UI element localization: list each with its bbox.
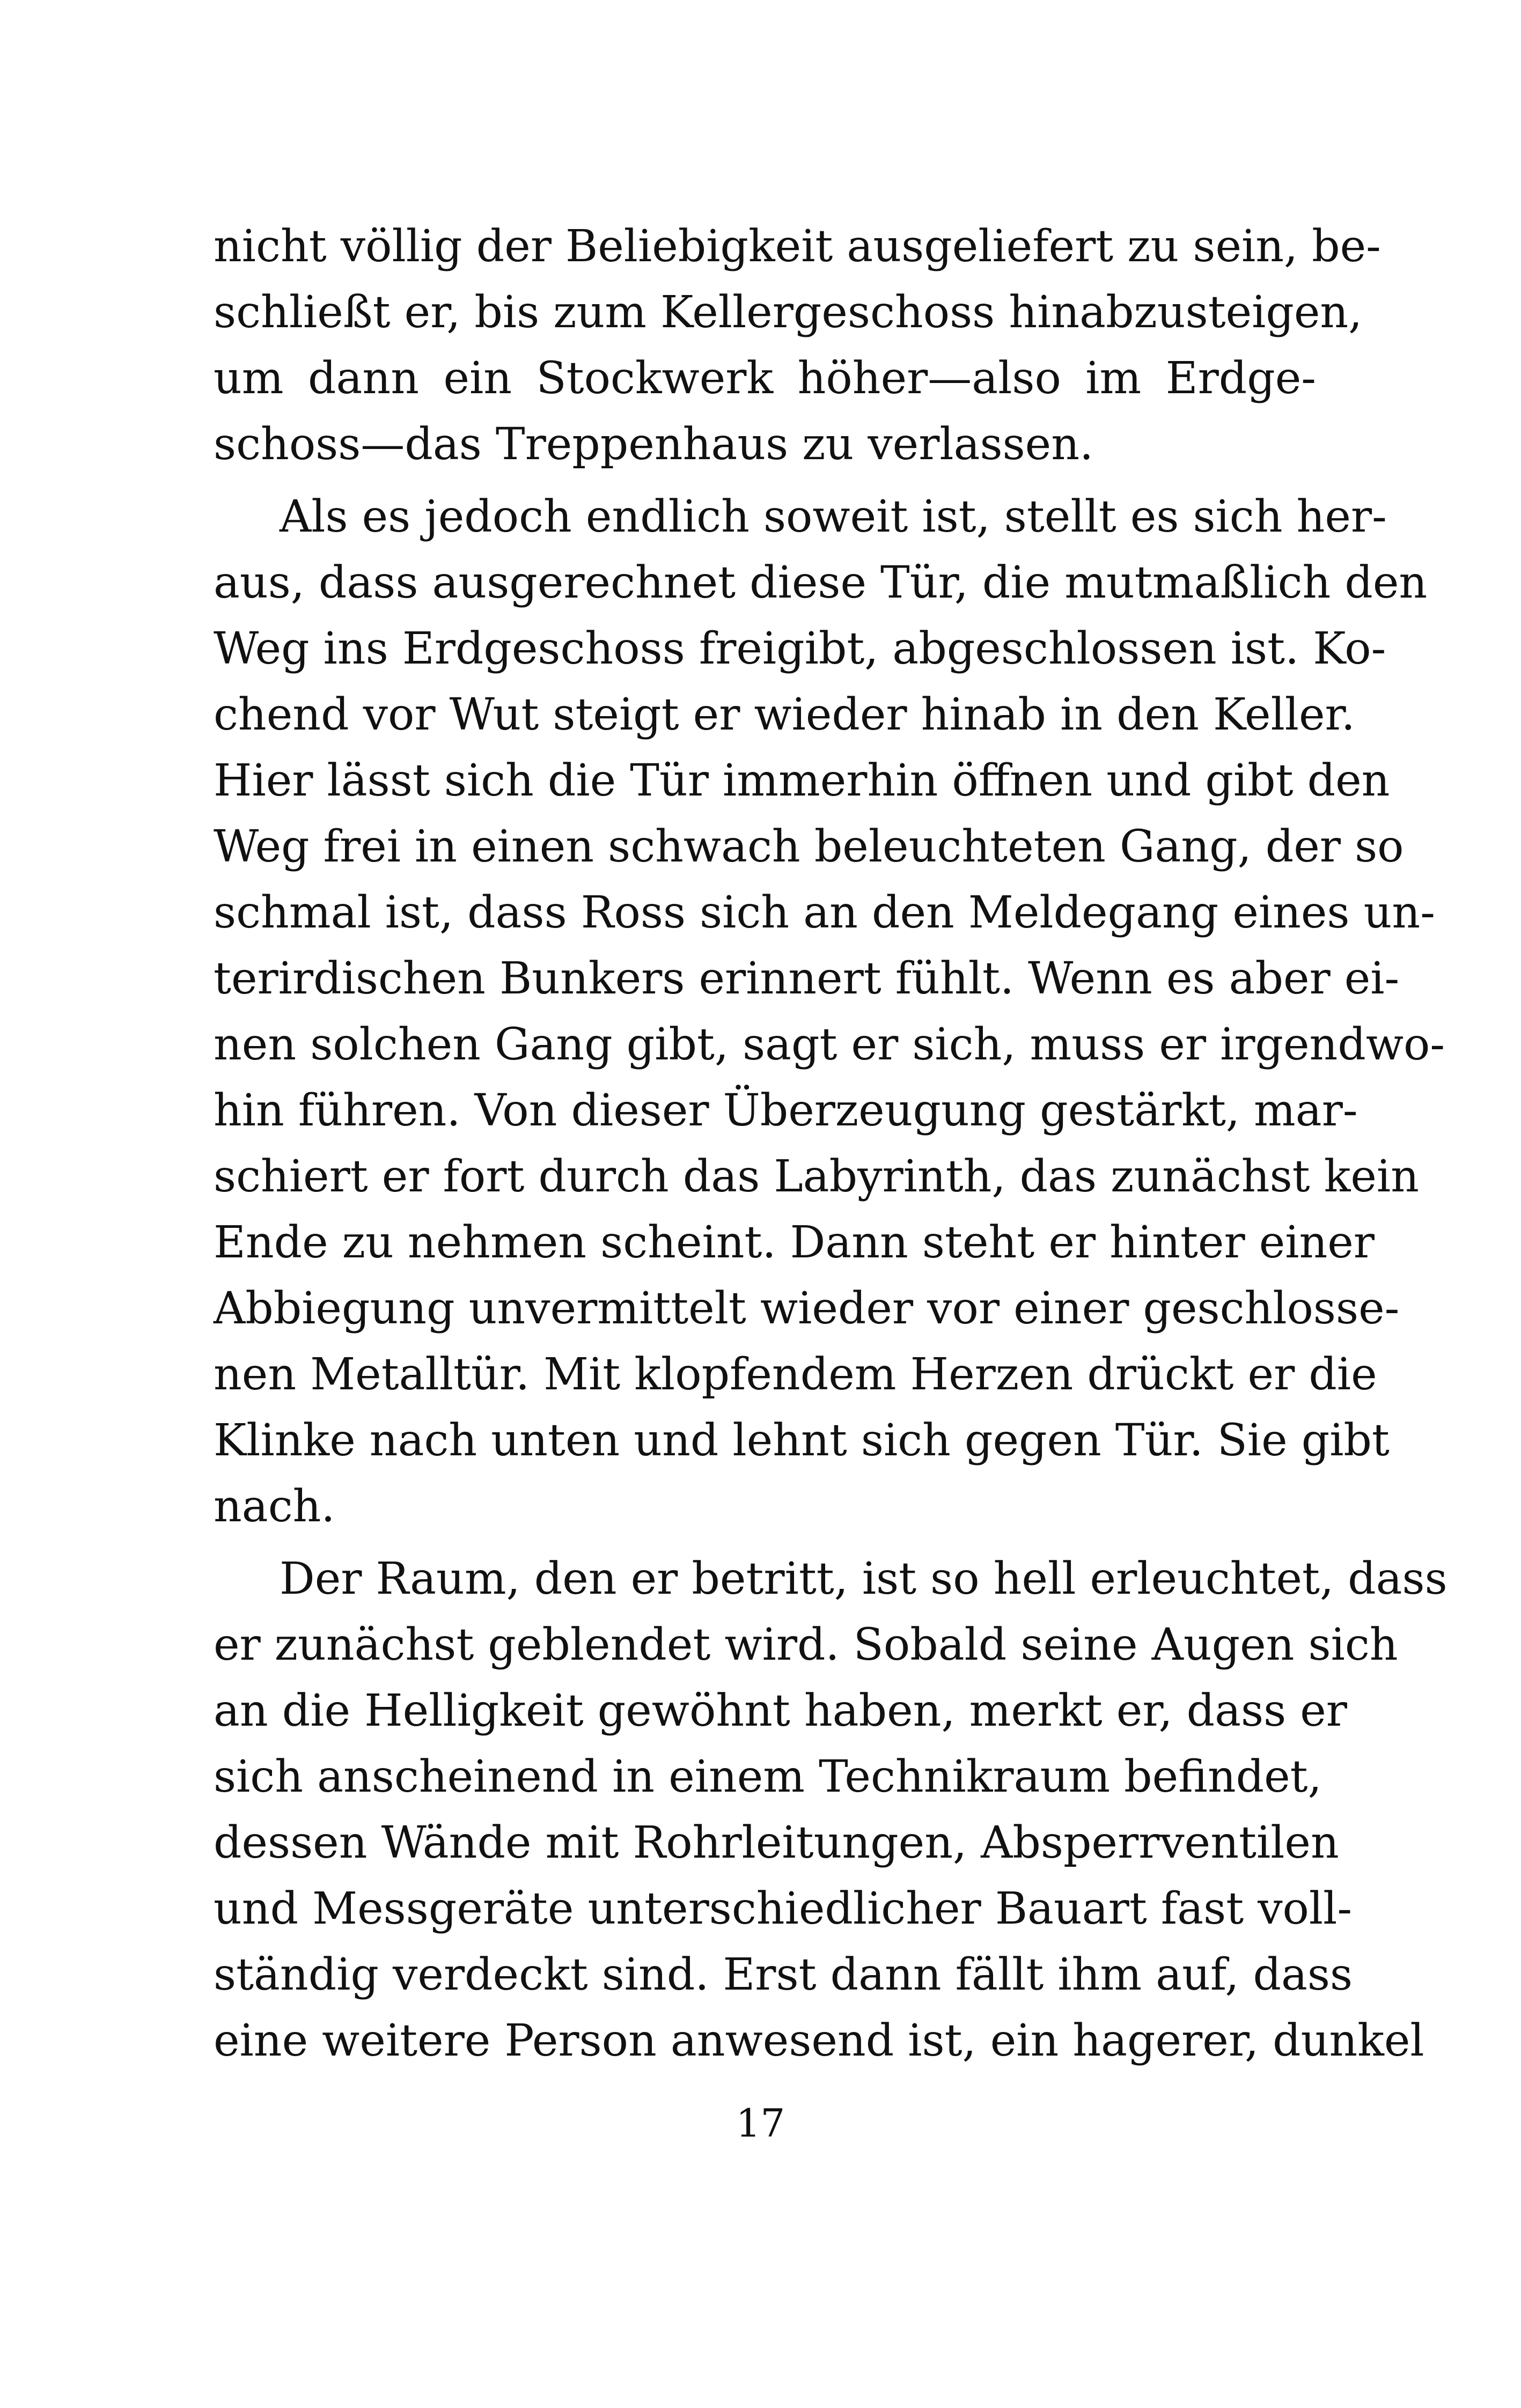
text-line: er zunächst geblendet wird. Sobald seine Augen sich (214, 1619, 1398, 1670)
text-line: Klinke nach unten und lehnt sich gegen Tür. Sie gibt (214, 1415, 1390, 1466)
text-line: Weg ins Erdgeschoss freigibt, abgeschlossen ist. Ko- (214, 623, 1386, 674)
text-line: dessen Wände mit Rohrleitungen, Absperrventilen (214, 1817, 1339, 1868)
text-line: Als es jedoch endlich soweit ist, stellt es sich her- (280, 491, 1387, 542)
text-line: schoss—das Treppenhaus zu verlassen. (214, 419, 1094, 470)
page-body (214, 213, 1447, 2074)
text-line: Ende zu nehmen scheint. Dann steht er hinter einer (214, 1217, 1375, 1268)
text-line: schiert er fort durch das Labyrinth, das zunächst kein (214, 1151, 1419, 1202)
text-line: an die Helligkeit gewöhnt haben, merkt er, dass er (214, 1685, 1347, 1736)
text-line: nach. (214, 1481, 335, 1532)
text-line: nicht völlig der Beliebigkeit ausgeliefert zu sein, be- (214, 221, 1381, 272)
text-line: eine weitere Person anwesend ist, ein hagerer, dunkel (214, 2015, 1424, 2066)
paragraph-3 (214, 1546, 1447, 2074)
text-line: chend vor Wut steigt er wieder hinab in den Keller. (214, 689, 1355, 740)
text-line: sich anscheinend in einem Technikraum befindet, (214, 1751, 1322, 1802)
text-line: und Messgeräte unterschiedlicher Bauart fast voll- (214, 1883, 1353, 1934)
paragraph-1 (214, 213, 1381, 477)
text-line: hin führen. Von dieser Überzeugung gestärkt, mar- (214, 1085, 1358, 1136)
page-number: 17 (736, 2101, 785, 2146)
text-line: nen Metalltür. Mit klopfendem Herzen drückt er die (214, 1349, 1377, 1400)
text-line: aus, dass ausgerechnet diese Tür, die mutmaßlich den (214, 557, 1428, 608)
text-line: ständig verdeckt sind. Erst dann fällt ihm auf, dass (214, 1949, 1353, 2000)
text-line: Weg frei in einen schwach beleuchteten Gang, der so (214, 821, 1404, 872)
paragraph-2 (214, 484, 1445, 1540)
text-line: Hier lässt sich die Tür immerhin öffnen und gibt den (214, 755, 1390, 806)
text-line: um dann ein Stockwerk höher—also im Erdge- (214, 353, 1316, 404)
text-line: nen solchen Gang gibt, sagt er sich, muss er irgendwo- (214, 1019, 1445, 1070)
text-line: schließt er, bis zum Kellergeschoss hinabzusteigen, (214, 287, 1363, 338)
text-line: terirdischen Bunkers erinnert fühlt. Wenn es aber ei- (214, 953, 1400, 1004)
text-line: Abbiegung unvermittelt wieder vor einer geschlosse- (214, 1283, 1400, 1334)
text-line: Der Raum, den er betritt, ist so hell erleuchtet, dass (280, 1553, 1447, 1604)
text-line: schmal ist, dass Ross sich an den Meldegang eines un- (214, 887, 1435, 938)
